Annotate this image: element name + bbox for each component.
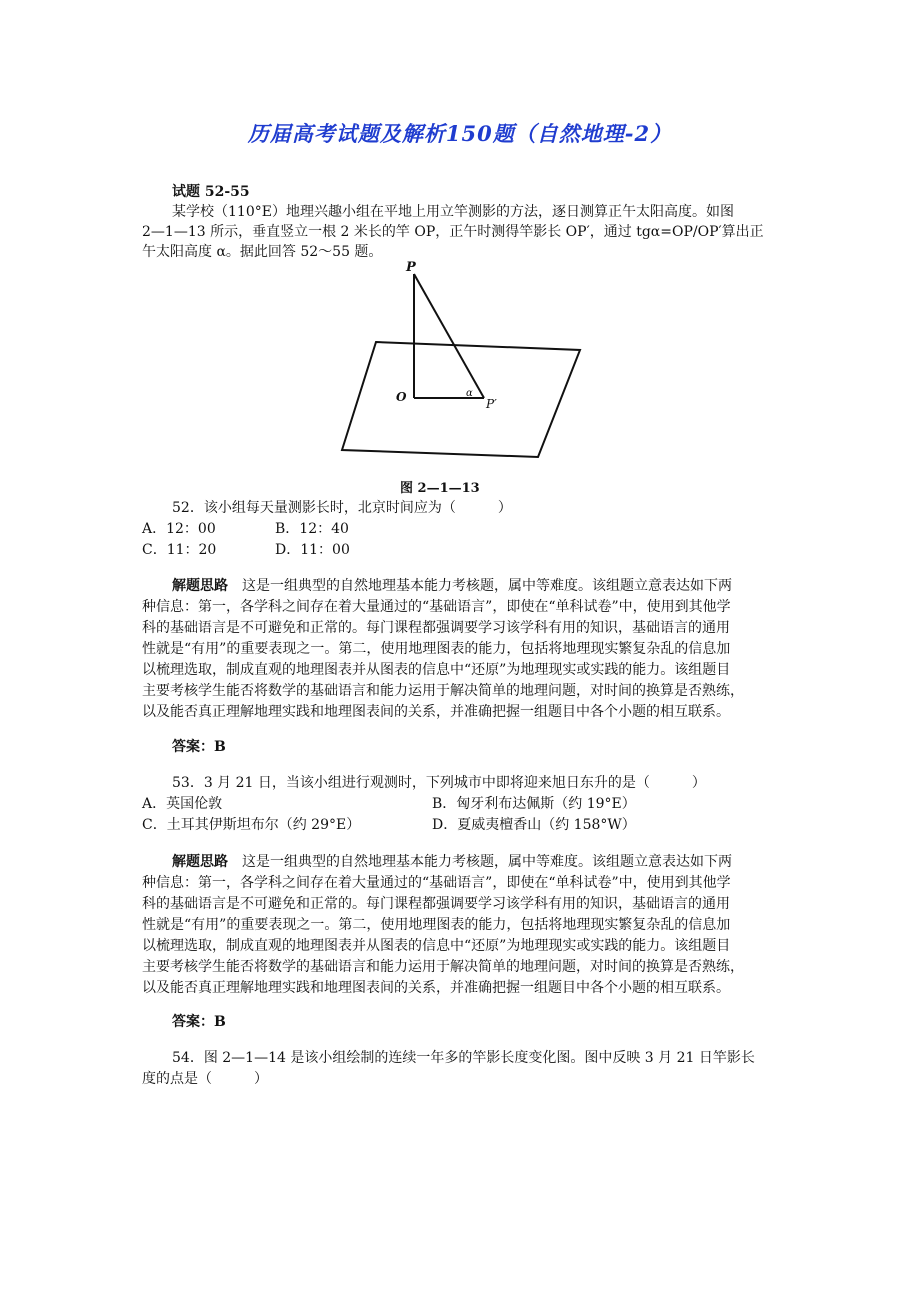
analysis-2-line: 以梳理选取，制成直观的地理图表并从图表的信息中“还原”为地理现实或实践的能力。该组题目 [142, 938, 731, 954]
analysis-2-line: 主要考核学生能否将数学的基础语言和能力运用于解决简单的地理问题，对时间的换算是否熟练， [142, 959, 744, 975]
q54-line-2: 度的点是（ ） [142, 1071, 268, 1087]
figure-2-1-13 [330, 255, 600, 500]
point-p-label: P [406, 260, 416, 275]
q52-option-d: D．11：00 [275, 542, 350, 558]
analysis-2-label: 解题思路 [172, 854, 228, 870]
q53-option-c: C．土耳其伊斯坦布尔（约 29°E） [142, 817, 361, 833]
analysis-2-line: 性就是“有用”的重要表现之一。第二，使用地理图表的能力，包括将地理现实繁复杂乱的信息加 [142, 917, 731, 933]
q53-option-b: B．匈牙利布达佩斯（约 19°E） [432, 796, 636, 812]
point-p-prime-label: P′ [486, 397, 497, 411]
q53-stem: 53．3 月 21 日，当该小组进行观测时，下列城市中即将迎来旭日东升的是（ ） [172, 775, 706, 791]
q52-stem: 52．该小组每天量测影长时，北京时间应为（ ） [172, 500, 512, 516]
q53-option-a: A．英国伦敦 [142, 796, 223, 812]
intro-line-2: 2—1—13 所示，垂直竖立一根 2 米长的竿 OP，正午时测得竿影长 OP′，通过 tgα=OP/OP′算出正 [142, 224, 764, 240]
figure-caption: 图 2—1—13 [400, 481, 480, 496]
answer-1: 答案：B [172, 739, 226, 755]
q52-option-b: B．12：40 [275, 521, 349, 537]
analysis-1-line: 以及能否真正理解地理实践和地理图表间的关系，并准确把握一组题目中各个小题的相互联系。 [142, 704, 730, 720]
analysis-1-line: 这是一组典型的自然地理基本能力考核题，属中等难度。该组题立意表达如下两 [242, 578, 732, 594]
analysis-2-line: 这是一组典型的自然地理基本能力考核题，属中等难度。该组题立意表达如下两 [242, 854, 732, 870]
analysis-1-line: 科的基础语言是不可避免和正常的。每门课程都强调要学习该学科有用的知识，基础语言的通用 [142, 620, 730, 636]
analysis-1-line: 以梳理选取，制成直观的地理图表并从图表的信息中“还原”为地理现实或实践的能力。该组题目 [142, 662, 731, 678]
analysis-1-label: 解题思路 [172, 578, 228, 594]
analysis-1-line: 种信息：第一，各学科之间存在着大量通过的“基础语言”，即使在“单科试卷”中，使用到其他学 [142, 599, 731, 615]
analysis-1-line: 主要考核学生能否将数学的基础语言和能力运用于解决简单的地理问题，对时间的换算是否熟练， [142, 683, 744, 699]
answer-2: 答案：B [172, 1014, 226, 1030]
intro-line-3: 午太阳高度 α。据此回答 52～55 题。 [142, 244, 383, 260]
analysis-2-line: 以及能否真正理解地理实践和地理图表间的关系，并准确把握一组题目中各个小题的相互联系。 [142, 980, 730, 996]
q54-line-1: 54．图 2—1—14 是该小组绘制的连续一年多的竿影长度变化图。图中反映 3 月 21 日竿影长 [172, 1050, 755, 1066]
section-heading: 试题 52-55 [172, 184, 250, 200]
q52-option-a: A．12：00 [142, 521, 216, 537]
analysis-2-line: 科的基础语言是不可避免和正常的。每门课程都强调要学习该学科有用的知识，基础语言的通用 [142, 896, 730, 912]
q52-option-c: C．11：20 [142, 542, 217, 558]
analysis-1-line: 性就是“有用”的重要表现之一。第二，使用地理图表的能力，包括将地理现实繁复杂乱的信息加 [142, 641, 731, 657]
point-o-label: O [396, 390, 407, 404]
angle-alpha-label: α [466, 388, 473, 399]
document-title: 历届高考试题及解析150题（自然地理-2） [247, 121, 673, 146]
intro-line-1: 某学校（110°E）地理兴趣小组在平地上用立竿测影的方法，逐日测算正午太阳高度。如图 [172, 204, 734, 220]
analysis-2-line: 种信息：第一，各学科之间存在着大量通过的“基础语言”，即使在“单科试卷”中，使用到其他学 [142, 875, 731, 891]
q53-option-d: D．夏威夷檀香山（约 158°W） [432, 817, 636, 833]
